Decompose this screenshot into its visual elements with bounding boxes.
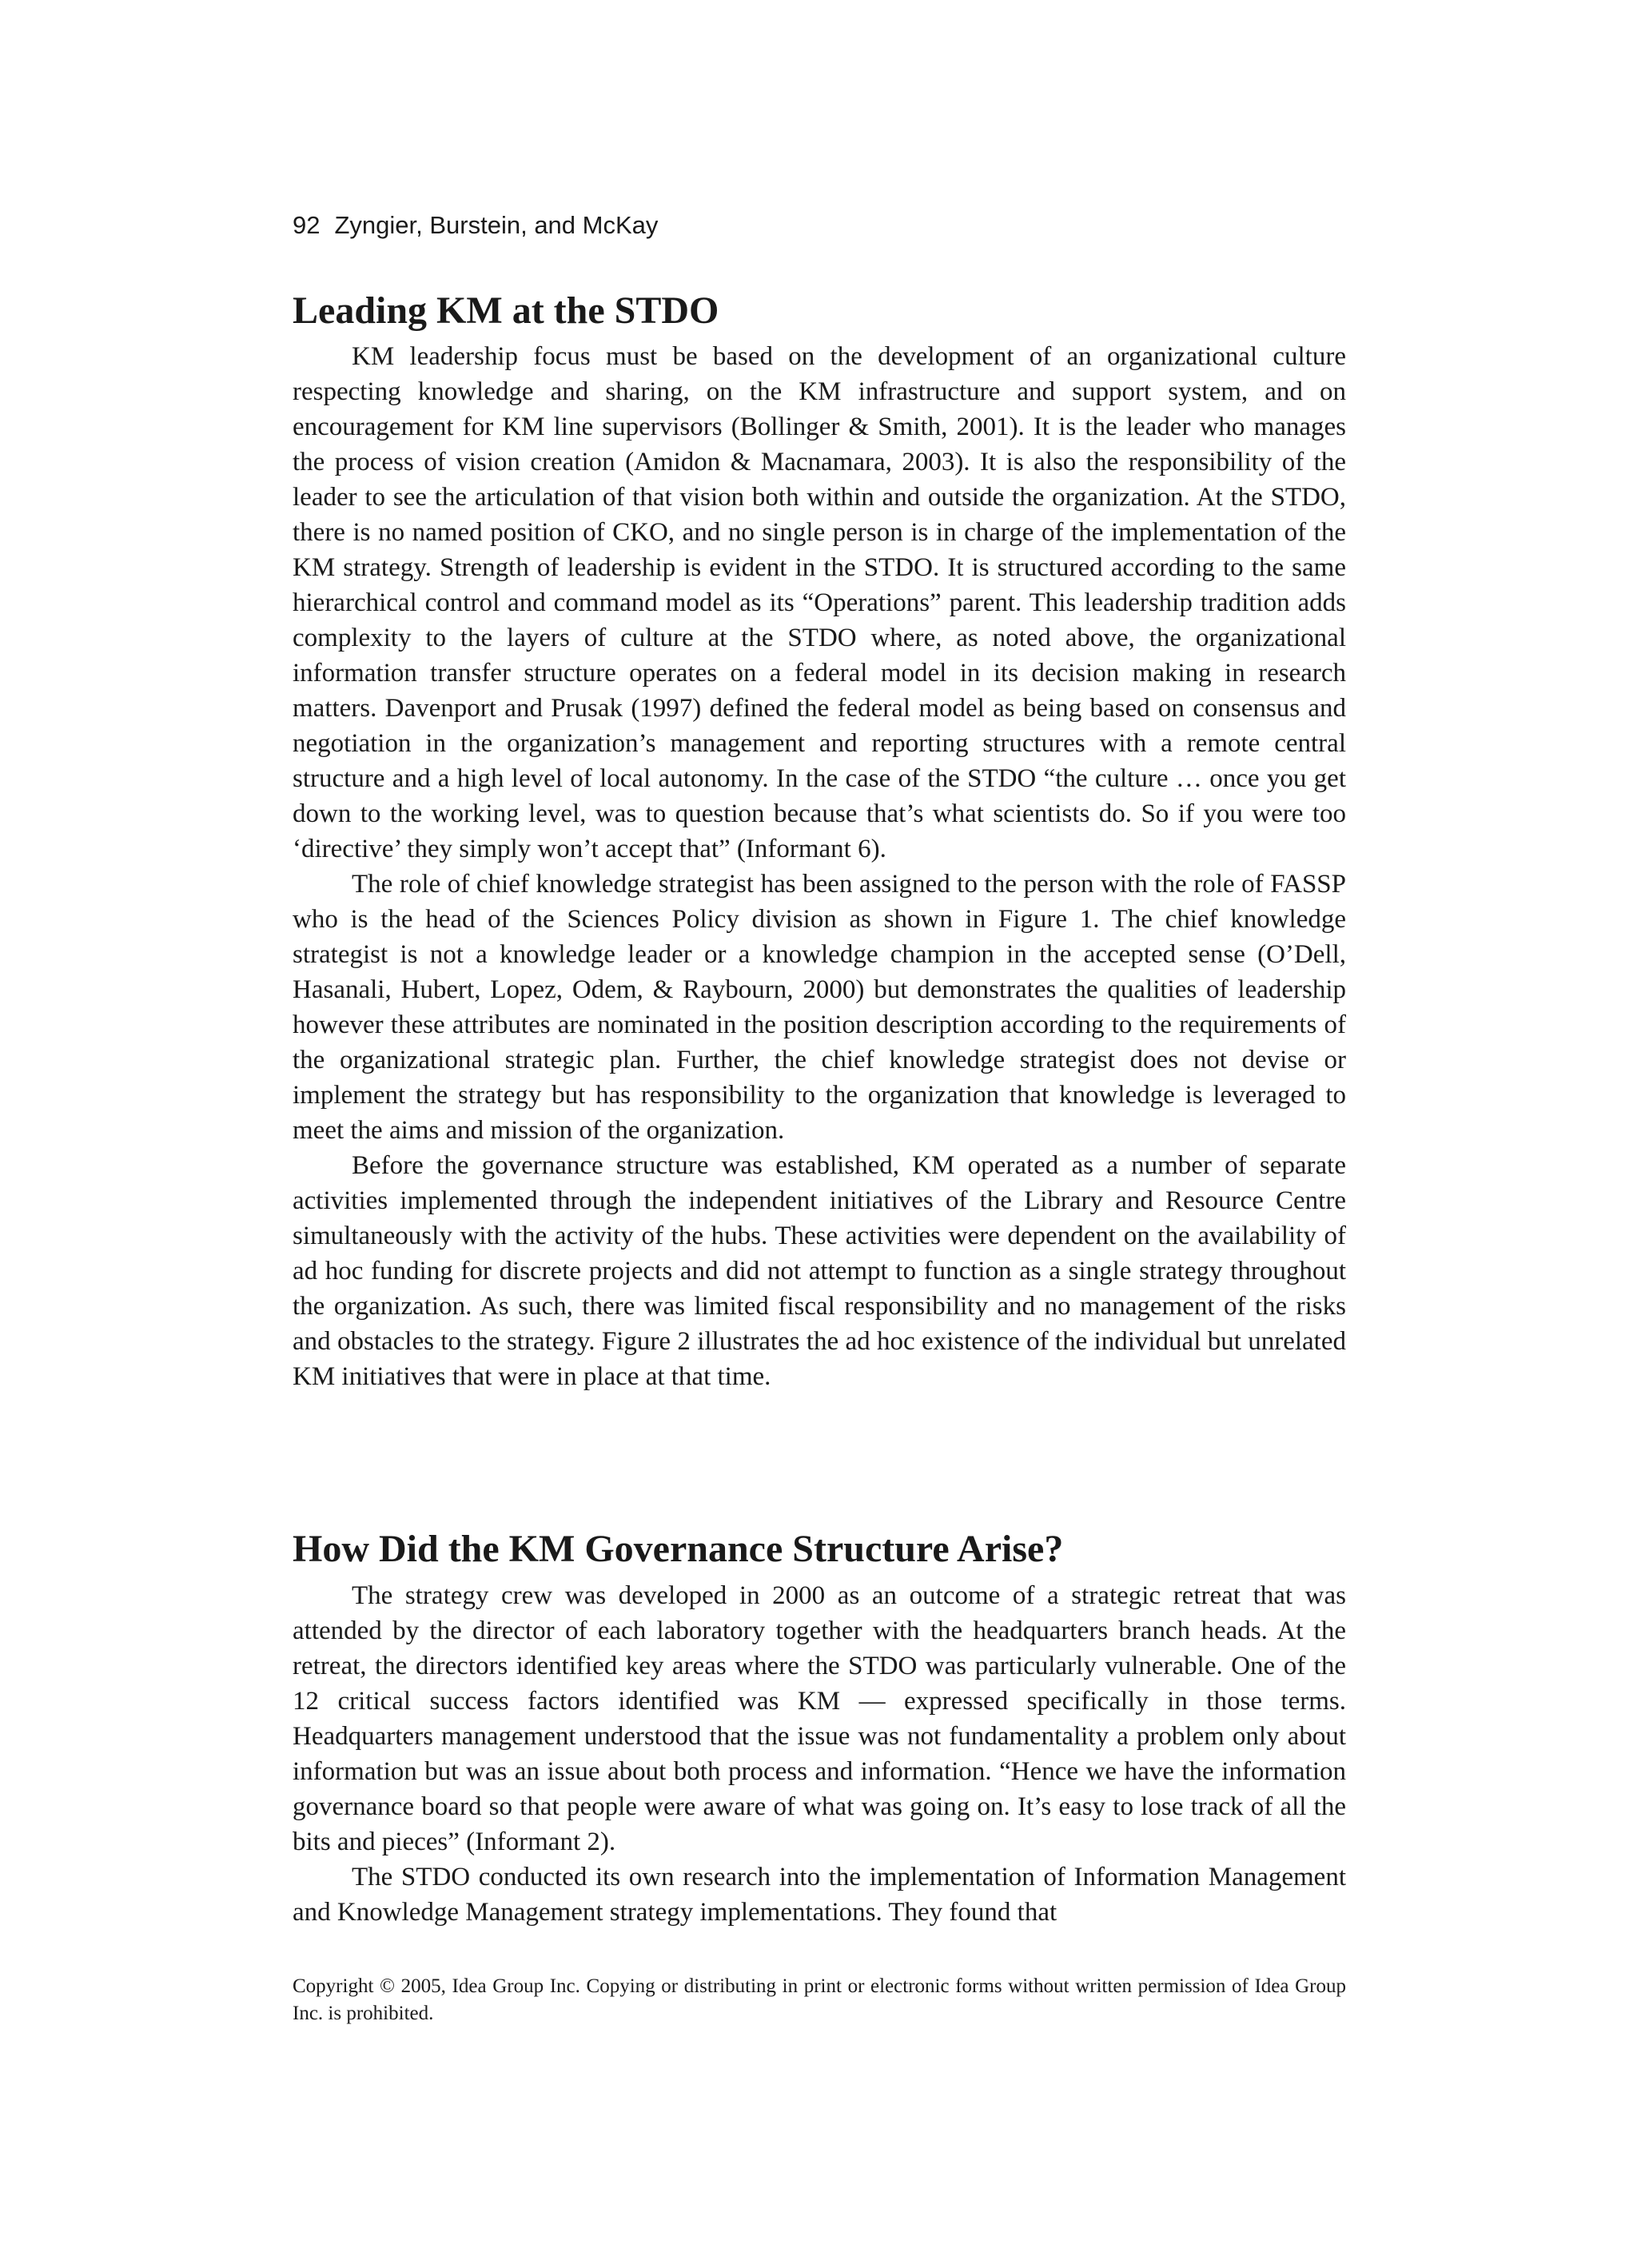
running-head <box>293 209 658 241</box>
copyright-notice: Copyright © 2005, Idea Group Inc. Copying or distributing in print or electronic forms without written permission of Idea Group Inc. is prohibited. <box>293 1975 1346 2024</box>
section-body-governance-structure <box>293 1578 1346 1930</box>
paragraph: KM leadership focus must be based on the development of an organizational culture respecting knowledge and sharing, on the KM infrastructure and support system, and on encouragement for KM line supervisors (Bollinger & Smith, 2001). It is the leader who manages the process of vision creation (Amidon & Macnamara, 2003). It is also the responsibility of the leader to see the articulation of that vision both within and outside the organization. At the STDO, there is no named position of CKO, and no single person is in charge of the implementation of the KM strategy. Strength of leadership is evident in the STDO. It is structured according to the same hierarchical control and command model as its “Operations” parent. This leadership tradition adds complexity to the layers of culture at the STDO where, as noted above, the organizational information transfer structure operates on a federal model in its decision making in research matters. Davenport and Prusak (1997) defined the federal model as being based on consensus and negotiation in the organization’s management and reporting structures with a remote central structure and a high level of local autonomy. In the case of the STDO “the culture … once you get down to the working level, was to question because that’s what scientists do. So if you were too ‘directive’ they simply won’t accept that” (Informant 6). <box>293 342 1346 863</box>
paragraph: The strategy crew was developed in 2000 as an outcome of a strategic retreat that was attended by the director of each laboratory together with the headquarters branch heads. At the retreat, the directors identified key areas where the STDO was particularly vulnerable. One of the 12 critical success factors identified was KM — expressed specifically in those terms. Headquarters management understood that the issue was not fundamentality a problem only about information but was an issue about both process and information. “Hence we have the information governance board so that people were aware of what was going on. It’s easy to lose track of all the bits and pieces” (Informant 2). <box>293 1581 1346 1856</box>
section-heading-leading-km: Leading KM at the STDO <box>293 289 719 332</box>
paragraph: Before the governance structure was established, KM operated as a number of separate activities implemented through the independent initiatives of the Library and Resource Centre simultaneously with the activity of the hubs. These activities were dependent on the availability of ad hoc funding for discrete projects and did not attempt to function as a single strategy throughout the organization. As such, there was limited fiscal responsibility and no management of the risks and obstacles to the strategy. Figure 2 illustrates the ad hoc existence of the individual but unrelated KM initiatives that were in place at that time. <box>293 1151 1346 1391</box>
paragraph: The role of chief knowledge strategist has been assigned to the person with the role of FASSP who is the head of the Sciences Policy division as shown in Figure 1. The chief knowledge strategist is not a knowledge leader or a knowledge champion in the accepted sense (O’Dell, Hasanali, Hubert, Lopez, Odem, & Raybourn, 2000) but demonstrates the qualities of leadership however these attributes are nominated in the position description according to the requirements of the organizational strategic plan. Further, the chief knowledge strategist does not devise or implement the strategy but has responsibility to the organization that knowledge is leveraged to meet the aims and mission of the organization. <box>293 870 1346 1145</box>
page-number: 92 <box>293 211 321 239</box>
running-head-authors: Zyngier, Burstein, and McKay <box>334 211 659 239</box>
section-heading-governance-structure: How Did the KM Governance Structure Arise? <box>293 1528 1064 1570</box>
document-page <box>293 0 1346 2268</box>
section-body-leading-km <box>293 339 1346 1394</box>
paragraph: The STDO conducted its own research into the implementation of Information Management and Knowledge Management strategy implementations. They found that <box>293 1863 1346 1927</box>
